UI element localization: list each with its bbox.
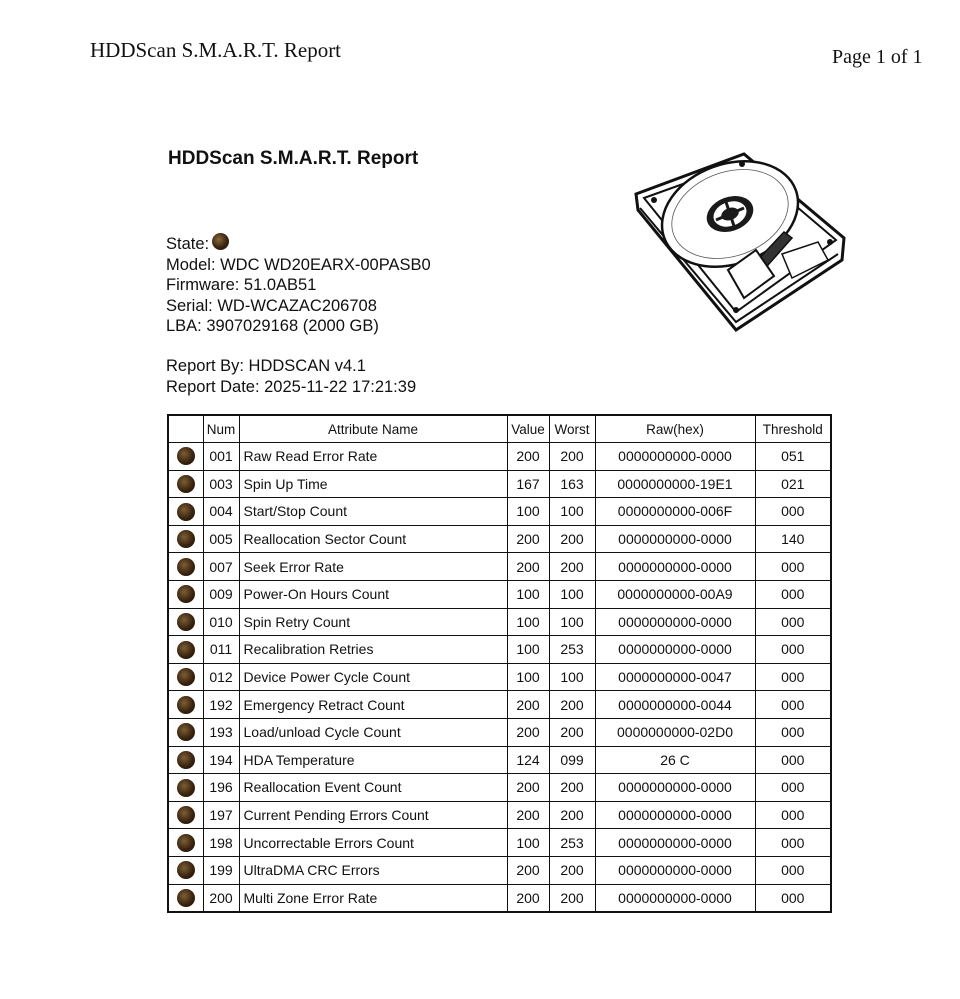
attribute-num: 001 [203,443,239,471]
attribute-num: 197 [203,801,239,829]
report-title: HDDScan S.M.A.R.T. Report [168,148,419,169]
attribute-threshold: 000 [755,636,831,664]
attribute-name: Spin Up Time [239,470,507,498]
table-row [168,443,831,471]
attribute-value: 200 [507,856,549,884]
attribute-worst: 200 [549,801,595,829]
attribute-worst: 099 [549,746,595,774]
attribute-worst: 200 [549,525,595,553]
attribute-raw: 0000000000-0044 [595,691,755,719]
attribute-threshold: 140 [755,525,831,553]
attribute-threshold: 000 [755,691,831,719]
attribute-num: 004 [203,498,239,526]
attribute-raw: 0000000000-00A9 [595,580,755,608]
attribute-raw: 0000000000-0047 [595,663,755,691]
attribute-worst: 100 [549,663,595,691]
attribute-value: 200 [507,884,549,912]
state-status-icon [212,233,229,250]
report-by-line: Report By: HDDSCAN v4.1 [166,357,366,375]
attribute-value: 200 [507,443,549,471]
row-status-cell [168,774,203,802]
table-row [168,580,831,608]
attribute-name: Device Power Cycle Count [239,663,507,691]
row-status-cell [168,553,203,581]
attribute-num: 009 [203,580,239,608]
status-dot-icon [177,779,195,797]
row-status-cell [168,636,203,664]
row-status-cell [168,498,203,526]
attribute-name: Uncorrectable Errors Count [239,829,507,857]
model-line: Model: WDC WD20EARX-00PASB0 [166,255,431,274]
table-row [168,525,831,553]
attribute-value: 200 [507,801,549,829]
attribute-name: Reallocation Event Count [239,774,507,802]
row-status-cell [168,443,203,471]
status-dot-icon [177,475,195,493]
attribute-num: 196 [203,774,239,802]
attribute-worst: 200 [549,553,595,581]
header-threshold: Threshold [755,415,831,443]
row-status-cell [168,746,203,774]
header-attribute-name: Attribute Name [239,415,507,443]
header-num: Num [203,415,239,443]
attribute-value: 200 [507,718,549,746]
status-dot-icon [177,723,195,741]
page-number: Page 1 of 1 [832,46,923,68]
status-dot-icon [177,447,195,465]
attribute-value: 100 [507,663,549,691]
status-dot-icon [177,613,195,631]
attribute-raw: 26 C [595,746,755,774]
attribute-num: 200 [203,884,239,912]
attribute-num: 194 [203,746,239,774]
table-row [168,884,831,912]
attribute-name: Power-On Hours Count [239,580,507,608]
attribute-value: 100 [507,829,549,857]
status-dot-icon [177,751,195,769]
attribute-threshold: 000 [755,553,831,581]
attribute-worst: 200 [549,884,595,912]
attribute-worst: 200 [549,443,595,471]
attribute-name: Multi Zone Error Rate [239,884,507,912]
attribute-name: Reallocation Sector Count [239,525,507,553]
row-status-cell [168,718,203,746]
attribute-value: 200 [507,553,549,581]
row-status-cell [168,470,203,498]
attribute-threshold: 000 [755,580,831,608]
report-date-line: Report Date: 2025-11-22 17:21:39 [166,377,417,396]
attribute-value: 100 [507,608,549,636]
serial-line: Serial: WD-WCAZAC206708 [166,296,377,315]
attribute-num: 005 [203,525,239,553]
row-status-cell [168,691,203,719]
header-raw: Raw(hex) [595,415,755,443]
status-dot-icon [177,806,195,824]
attribute-threshold: 000 [755,746,831,774]
attribute-worst: 200 [549,774,595,802]
row-status-cell [168,856,203,884]
attribute-name: Start/Stop Count [239,498,507,526]
table-row [168,746,831,774]
attribute-num: 193 [203,718,239,746]
hard-drive-image [632,150,852,335]
attribute-worst: 200 [549,856,595,884]
attribute-threshold: 000 [755,829,831,857]
table-row [168,608,831,636]
table-header-row [168,415,831,443]
attribute-worst: 253 [549,829,595,857]
header-worst: Worst [549,415,595,443]
attribute-raw: 0000000000-0000 [595,608,755,636]
attribute-threshold: 000 [755,608,831,636]
row-status-cell [168,663,203,691]
attribute-raw: 0000000000-0000 [595,774,755,802]
attribute-value: 100 [507,580,549,608]
attribute-threshold: 000 [755,801,831,829]
attribute-threshold: 021 [755,470,831,498]
attribute-worst: 200 [549,718,595,746]
status-dot-icon [177,834,195,852]
attribute-name: Emergency Retract Count [239,691,507,719]
state-line [166,233,431,255]
status-dot-icon [177,503,195,521]
attribute-name: Raw Read Error Rate [239,443,507,471]
attribute-raw: 0000000000-0000 [595,553,755,581]
lba-line: LBA: 3907029168 (2000 GB) [166,317,379,335]
row-status-cell [168,884,203,912]
table-row [168,498,831,526]
attribute-value: 100 [507,498,549,526]
attribute-name: HDA Temperature [239,746,507,774]
status-dot-icon [177,558,195,576]
attribute-name: Recalibration Retries [239,636,507,664]
attribute-threshold: 000 [755,774,831,802]
table-row [168,801,831,829]
attribute-value: 200 [507,691,549,719]
table-row [168,718,831,746]
attribute-threshold: 000 [755,663,831,691]
table-row [168,470,831,498]
attribute-worst: 100 [549,498,595,526]
attribute-num: 011 [203,636,239,664]
attribute-worst: 163 [549,470,595,498]
table-row [168,636,831,664]
drive-info [166,233,431,337]
attribute-num: 198 [203,829,239,857]
table-row [168,774,831,802]
attribute-raw: 0000000000-0000 [595,636,755,664]
table-row [168,691,831,719]
attribute-num: 192 [203,691,239,719]
attribute-threshold: 000 [755,856,831,884]
attribute-name: Current Pending Errors Count [239,801,507,829]
firmware-line: Firmware: 51.0AB51 [166,276,317,294]
state-label: State: [166,235,210,253]
table-row [168,553,831,581]
attribute-threshold: 000 [755,884,831,912]
smart-attributes-table [167,414,832,913]
attribute-num: 010 [203,608,239,636]
attribute-value: 200 [507,525,549,553]
attribute-num: 199 [203,856,239,884]
attribute-raw: 0000000000-0000 [595,443,755,471]
row-status-cell [168,608,203,636]
attribute-name: UltraDMA CRC Errors [239,856,507,884]
status-dot-icon [177,641,195,659]
attribute-raw: 0000000000-02D0 [595,718,755,746]
header-status [168,415,203,443]
attribute-name: Load/unload Cycle Count [239,718,507,746]
attribute-worst: 253 [549,636,595,664]
attribute-raw: 0000000000-19E1 [595,470,755,498]
table-row [168,856,831,884]
row-status-cell [168,829,203,857]
attribute-raw: 0000000000-0000 [595,829,755,857]
page-header-title: HDDScan S.M.A.R.T. Report [90,38,342,62]
attribute-threshold: 000 [755,498,831,526]
header-value: Value [507,415,549,443]
attribute-worst: 100 [549,580,595,608]
status-dot-icon [177,585,195,603]
row-status-cell [168,801,203,829]
attribute-raw: 0000000000-0000 [595,801,755,829]
table-row [168,829,831,857]
row-status-cell [168,525,203,553]
attribute-threshold: 000 [755,718,831,746]
attribute-raw: 0000000000-0000 [595,525,755,553]
attribute-value: 124 [507,746,549,774]
attribute-worst: 200 [549,691,595,719]
attribute-raw: 0000000000-0000 [595,884,755,912]
attribute-num: 012 [203,663,239,691]
attribute-value: 100 [507,636,549,664]
status-dot-icon [177,861,195,879]
status-dot-icon [177,889,195,907]
attribute-raw: 0000000000-006F [595,498,755,526]
attribute-threshold: 051 [755,443,831,471]
attribute-name: Spin Retry Count [239,608,507,636]
attribute-value: 200 [507,774,549,802]
report-meta [166,356,416,397]
attribute-name: Seek Error Rate [239,553,507,581]
status-dot-icon [177,696,195,714]
table-row [168,663,831,691]
attribute-worst: 100 [549,608,595,636]
attribute-raw: 0000000000-0000 [595,856,755,884]
attribute-num: 003 [203,470,239,498]
status-dot-icon [177,668,195,686]
attribute-num: 007 [203,553,239,581]
status-dot-icon [177,530,195,548]
attribute-value: 167 [507,470,549,498]
row-status-cell [168,580,203,608]
